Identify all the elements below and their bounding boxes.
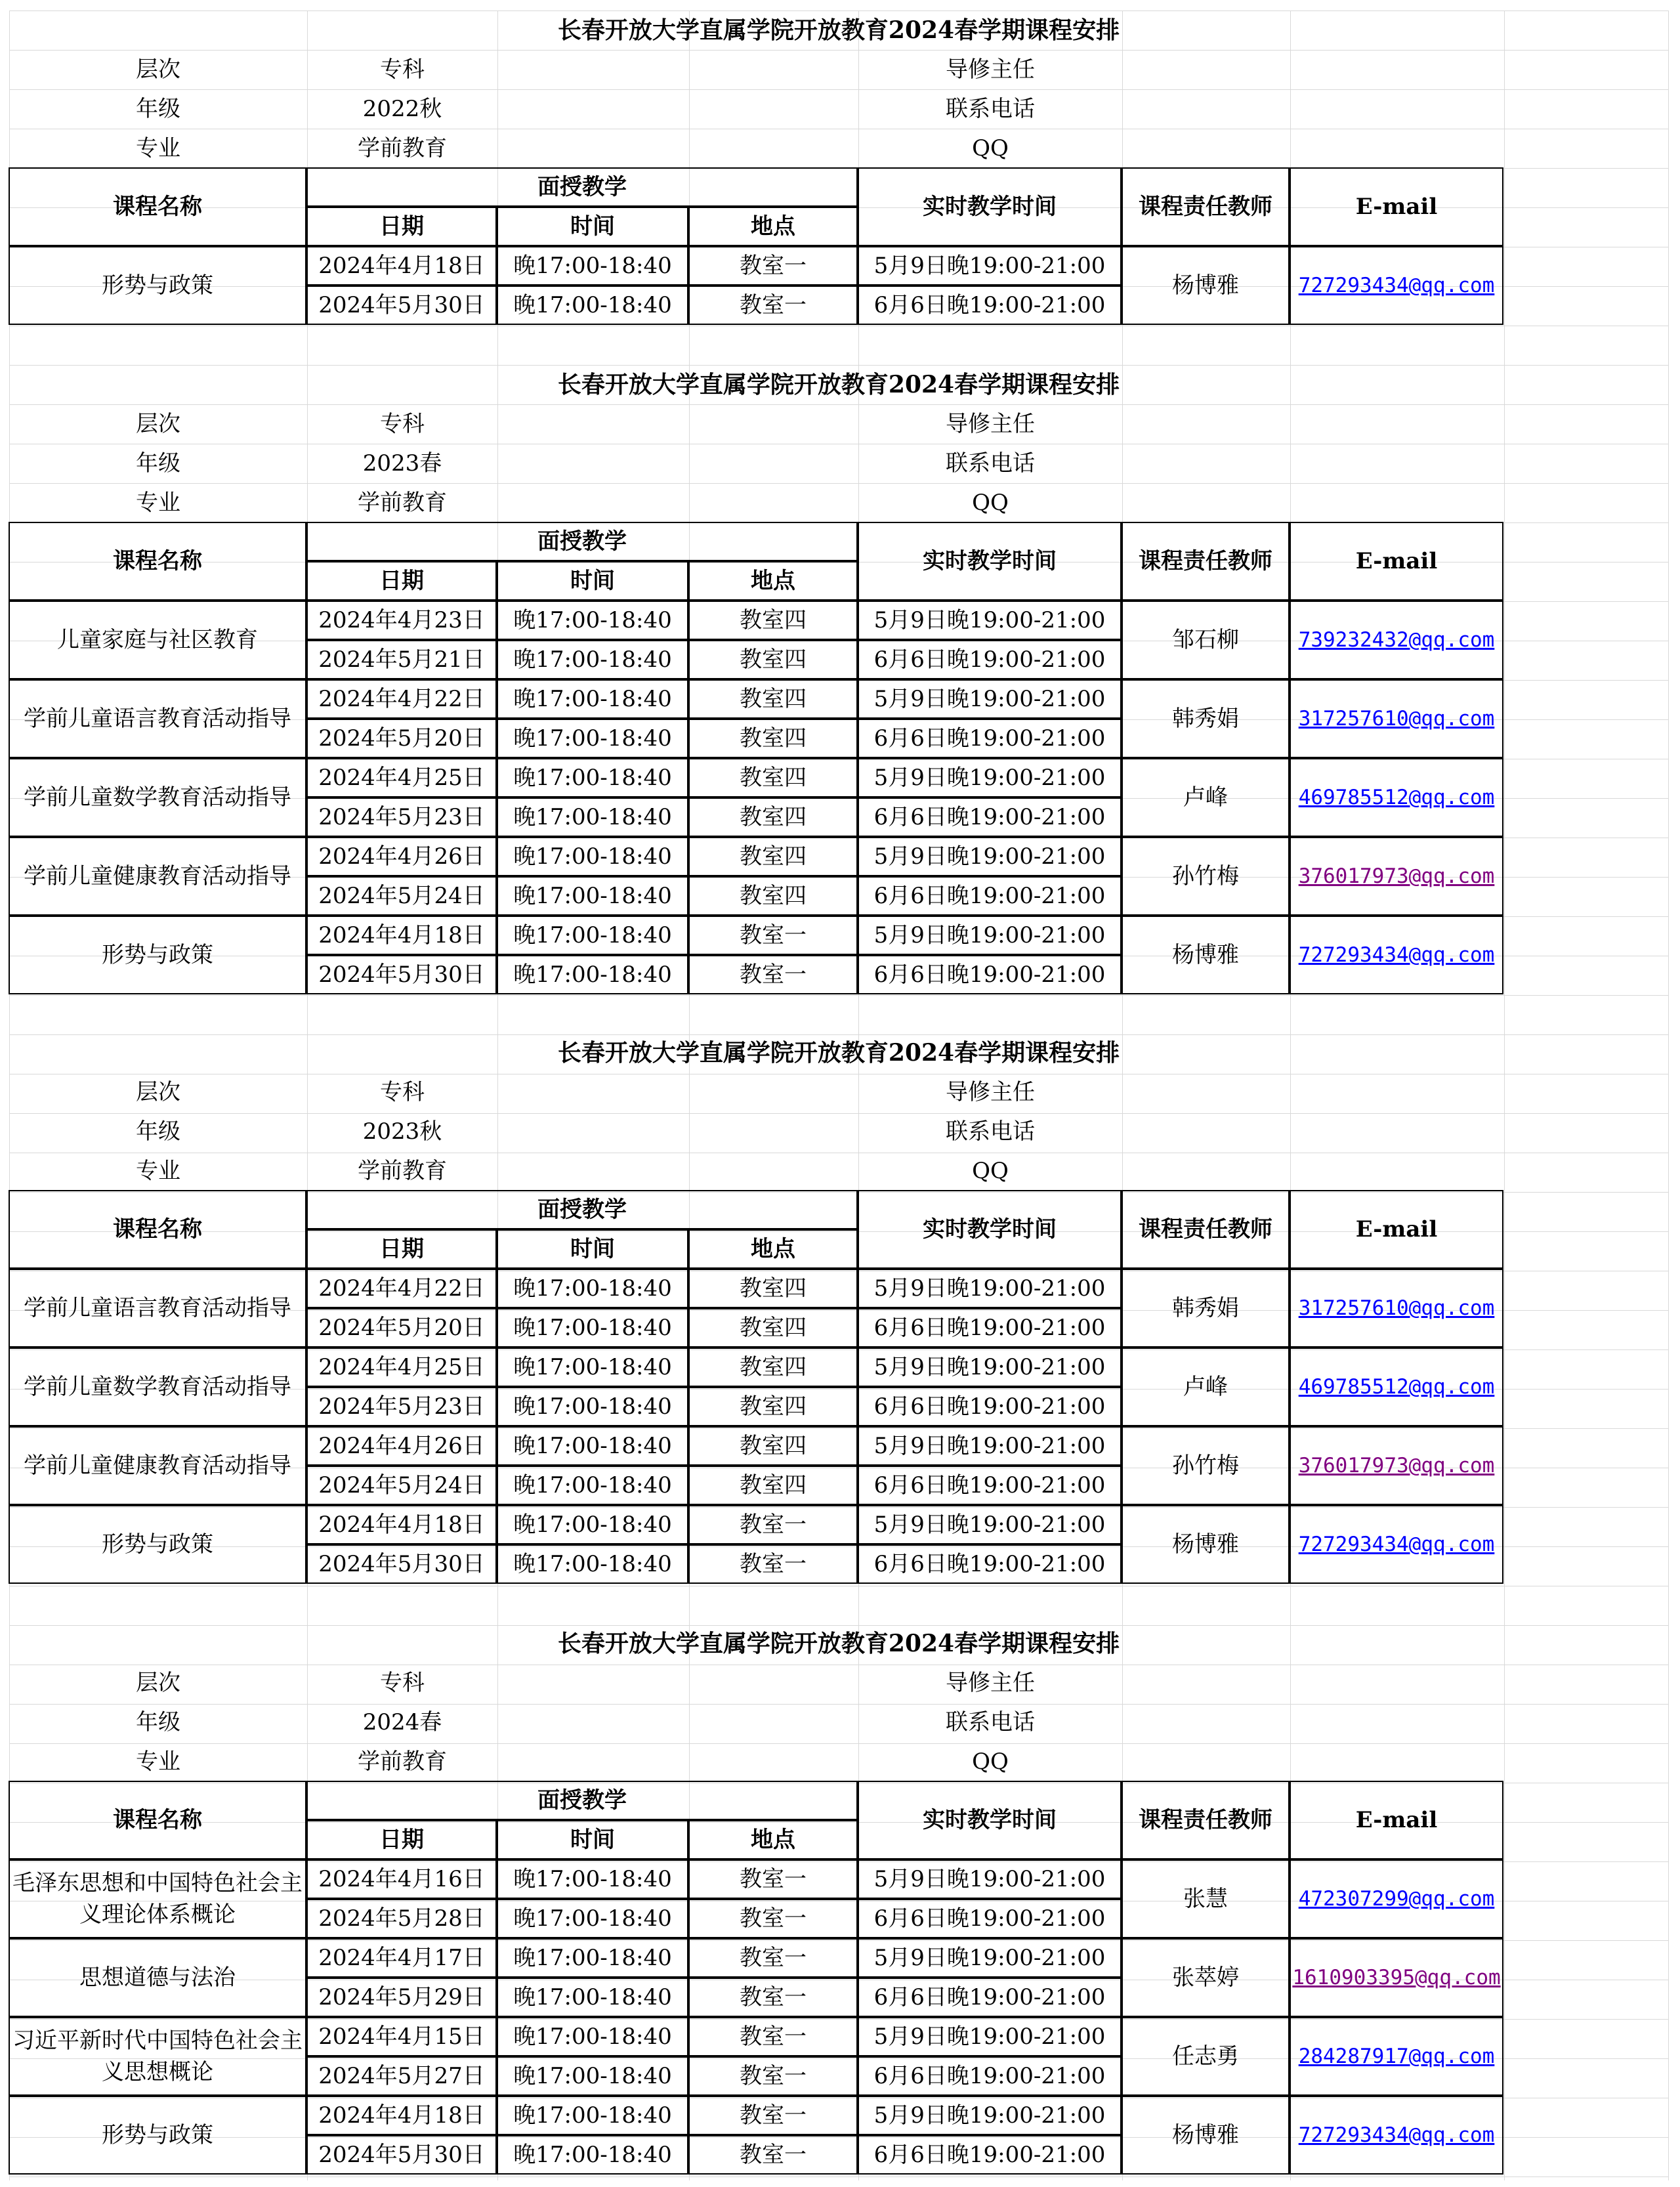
- session-place: 教室一: [688, 2135, 858, 2175]
- session-place: 教室四: [688, 797, 858, 837]
- course-teacher: 杨博雅: [1122, 246, 1290, 325]
- session-place: 教室一: [688, 1899, 858, 1938]
- session-date: 2024年4月22日: [306, 1269, 497, 1308]
- session-realtime: 6月6日晚19:00-21:00: [858, 1308, 1122, 1348]
- gridline: [1668, 11, 1669, 2180]
- info-label-right: 导修主任: [946, 1670, 1035, 1696]
- gridline: [9, 2176, 1668, 2177]
- info-label-right: 联系电话: [946, 450, 1035, 477]
- session-realtime: 5月9日晚19:00-21:00: [858, 1348, 1122, 1387]
- course-teacher: 卢峰: [1122, 758, 1290, 837]
- session-time: 晚17:00-18:40: [497, 2096, 688, 2135]
- session-realtime: 5月9日晚19:00-21:00: [858, 601, 1122, 640]
- session-place: 教室一: [688, 1938, 858, 1978]
- session-realtime: 6月6日晚19:00-21:00: [858, 955, 1122, 994]
- session-date: 2024年4月16日: [306, 1859, 497, 1899]
- header-date: 日期: [306, 207, 497, 246]
- course-name: 学前儿童数学教育活动指导: [9, 1348, 306, 1426]
- course-teacher: 韩秀娟: [1122, 1269, 1290, 1348]
- info-label: 层次: [136, 56, 180, 83]
- info-label: 年级: [136, 1118, 180, 1145]
- session-time: 晚17:00-18:40: [497, 286, 688, 325]
- session-realtime: 5月9日晚19:00-21:00: [858, 1938, 1122, 1978]
- info-value: 2024春: [362, 1709, 442, 1735]
- session-time: 晚17:00-18:40: [497, 876, 688, 916]
- header-time: 时间: [497, 207, 688, 246]
- email-link[interactable]: 376017973@qq.com: [1298, 864, 1495, 888]
- info-label-right: 导修主任: [946, 1079, 1035, 1105]
- session-realtime: 6月6日晚19:00-21:00: [858, 1466, 1122, 1505]
- info-label-right: 联系电话: [946, 1118, 1035, 1145]
- session-time: 晚17:00-18:40: [497, 246, 688, 286]
- session-realtime: 5月9日晚19:00-21:00: [858, 758, 1122, 797]
- info-label-right: QQ: [972, 1158, 1009, 1184]
- session-realtime: 5月9日晚19:00-21:00: [858, 1426, 1122, 1466]
- info-label-right: QQ: [972, 490, 1009, 516]
- session-date: 2024年4月18日: [306, 916, 497, 955]
- course-name: 形势与政策: [9, 2096, 306, 2175]
- course-name: 毛泽东思想和中国特色社会主义理论体系概论: [9, 1859, 306, 1938]
- header-in-person: 面授教学: [306, 167, 858, 207]
- session-realtime: 6月6日晚19:00-21:00: [858, 640, 1122, 679]
- info-label: 专业: [136, 1749, 180, 1775]
- header-date: 日期: [306, 1820, 497, 1859]
- session-date: 2024年5月27日: [306, 2056, 497, 2096]
- course-name: 形势与政策: [9, 246, 306, 325]
- session-date: 2024年5月24日: [306, 876, 497, 916]
- session-time: 晚17:00-18:40: [497, 601, 688, 640]
- info-label-right: 导修主任: [946, 411, 1035, 437]
- session-place: 教室四: [688, 679, 858, 719]
- course-name: 学前儿童健康教育活动指导: [9, 1426, 306, 1505]
- info-label-right: 联系电话: [946, 96, 1035, 122]
- info-label: 年级: [136, 96, 180, 122]
- header-place: 地点: [688, 561, 858, 601]
- email-cell: [1290, 916, 1503, 994]
- session-place: 教室四: [688, 640, 858, 679]
- session-realtime: 6月6日晚19:00-21:00: [858, 1899, 1122, 1938]
- session-date: 2024年5月20日: [306, 1308, 497, 1348]
- info-value: 学前教育: [358, 135, 447, 161]
- session-realtime: 6月6日晚19:00-21:00: [858, 1387, 1122, 1426]
- session-time: 晚17:00-18:40: [497, 1348, 688, 1387]
- email-link[interactable]: 284287917@qq.com: [1298, 2045, 1495, 2068]
- info-label-right: 联系电话: [946, 1709, 1035, 1735]
- email-link[interactable]: 1610903395@qq.com: [1292, 1966, 1501, 1989]
- session-place: 教室一: [688, 1859, 858, 1899]
- course-teacher: 卢峰: [1122, 1348, 1290, 1426]
- header-course: 课程名称: [9, 522, 306, 601]
- session-time: 晚17:00-18:40: [497, 2135, 688, 2175]
- info-value: 2023春: [362, 450, 442, 477]
- email-cell: [1290, 1426, 1503, 1505]
- session-place: 教室四: [688, 758, 858, 797]
- email-link[interactable]: 727293434@qq.com: [1298, 943, 1495, 967]
- session-date: 2024年5月30日: [306, 955, 497, 994]
- course-name: 学前儿童语言教育活动指导: [9, 679, 306, 758]
- session-realtime: 5月9日晚19:00-21:00: [858, 1505, 1122, 1544]
- section-title: 长春开放大学直属学院开放教育2024春学期课程安排: [557, 1630, 1120, 1657]
- email-link[interactable]: 317257610@qq.com: [1298, 707, 1495, 731]
- info-label-right: 导修主任: [946, 56, 1035, 83]
- session-realtime: 5月9日晚19:00-21:00: [858, 2017, 1122, 2056]
- header-teacher: 课程责任教师: [1122, 167, 1290, 246]
- course-name: 儿童家庭与社区教育: [9, 601, 306, 679]
- session-time: 晚17:00-18:40: [497, 1505, 688, 1544]
- course-name: 形势与政策: [9, 916, 306, 994]
- session-date: 2024年5月30日: [306, 2135, 497, 2175]
- session-time: 晚17:00-18:40: [497, 1859, 688, 1899]
- session-date: 2024年4月26日: [306, 837, 497, 876]
- header-realtime: 实时教学时间: [858, 167, 1122, 246]
- session-place: 教室一: [688, 1505, 858, 1544]
- email-link[interactable]: 727293434@qq.com: [1298, 2123, 1495, 2147]
- email-link[interactable]: 469785512@qq.com: [1298, 1375, 1495, 1399]
- email-link[interactable]: 469785512@qq.com: [1298, 786, 1495, 809]
- session-realtime: 6月6日晚19:00-21:00: [858, 719, 1122, 758]
- info-value: 2022秋: [362, 96, 442, 122]
- header-email: E-mail: [1290, 522, 1503, 601]
- section-title: 长春开放大学直属学院开放教育2024春学期课程安排: [557, 1039, 1120, 1067]
- course-name: 学前儿童语言教育活动指导: [9, 1269, 306, 1348]
- email-cell: [1290, 837, 1503, 916]
- session-time: 晚17:00-18:40: [497, 1269, 688, 1308]
- session-date: 2024年5月30日: [306, 286, 497, 325]
- session-realtime: 5月9日晚19:00-21:00: [858, 1859, 1122, 1899]
- session-time: 晚17:00-18:40: [497, 1899, 688, 1938]
- email-cell: [1290, 758, 1503, 837]
- header-course: 课程名称: [9, 1190, 306, 1269]
- email-cell: [1290, 679, 1503, 758]
- session-time: 晚17:00-18:40: [497, 719, 688, 758]
- course-teacher: 张萃婷: [1122, 1938, 1290, 2017]
- header-teacher: 课程责任教师: [1122, 1781, 1290, 1859]
- header-realtime: 实时教学时间: [858, 1781, 1122, 1859]
- session-place: 教室一: [688, 2056, 858, 2096]
- gridline: [1504, 11, 1505, 2180]
- session-time: 晚17:00-18:40: [497, 2017, 688, 2056]
- info-label-right: QQ: [972, 1749, 1009, 1775]
- info-value: 专科: [380, 411, 425, 437]
- info-value: 2023秋: [362, 1118, 442, 1145]
- info-label-right: QQ: [972, 135, 1009, 161]
- session-realtime: 5月9日晚19:00-21:00: [858, 246, 1122, 286]
- header-realtime: 实时教学时间: [858, 1190, 1122, 1269]
- course-teacher: 孙竹梅: [1122, 1426, 1290, 1505]
- session-place: 教室四: [688, 719, 858, 758]
- info-value: 学前教育: [358, 1749, 447, 1775]
- session-place: 教室一: [688, 1544, 858, 1584]
- email-cell: [1290, 601, 1503, 679]
- info-value: 学前教育: [358, 490, 447, 516]
- session-realtime: 5月9日晚19:00-21:00: [858, 1269, 1122, 1308]
- course-name: 习近平新时代中国特色社会主义思想概论: [9, 2017, 306, 2096]
- header-email: E-mail: [1290, 1781, 1503, 1859]
- session-realtime: 5月9日晚19:00-21:00: [858, 2096, 1122, 2135]
- session-place: 教室一: [688, 286, 858, 325]
- info-label: 专业: [136, 135, 180, 161]
- session-time: 晚17:00-18:40: [497, 1387, 688, 1426]
- session-realtime: 5月9日晚19:00-21:00: [858, 679, 1122, 719]
- email-link[interactable]: 472307299@qq.com: [1298, 1887, 1495, 1911]
- session-time: 晚17:00-18:40: [497, 916, 688, 955]
- session-date: 2024年4月17日: [306, 1938, 497, 1978]
- email-link[interactable]: 317257610@qq.com: [1298, 1296, 1495, 1320]
- session-place: 教室一: [688, 1978, 858, 2017]
- session-time: 晚17:00-18:40: [497, 1544, 688, 1584]
- email-cell: [1290, 1269, 1503, 1348]
- session-date: 2024年4月25日: [306, 758, 497, 797]
- session-realtime: 6月6日晚19:00-21:00: [858, 797, 1122, 837]
- header-email: E-mail: [1290, 167, 1503, 246]
- session-time: 晚17:00-18:40: [497, 1426, 688, 1466]
- session-place: 教室四: [688, 837, 858, 876]
- email-cell: [1290, 246, 1503, 325]
- header-teacher: 课程责任教师: [1122, 1190, 1290, 1269]
- session-date: 2024年4月25日: [306, 1348, 497, 1387]
- course-name: 形势与政策: [9, 1505, 306, 1584]
- info-label: 层次: [136, 1670, 180, 1696]
- session-date: 2024年5月23日: [306, 1387, 497, 1426]
- info-label: 专业: [136, 490, 180, 516]
- course-teacher: 邹石柳: [1122, 601, 1290, 679]
- email-cell: [1290, 1938, 1503, 2017]
- session-realtime: 5月9日晚19:00-21:00: [858, 837, 1122, 876]
- session-time: 晚17:00-18:40: [497, 2056, 688, 2096]
- session-date: 2024年4月18日: [306, 1505, 497, 1544]
- session-place: 教室四: [688, 1466, 858, 1505]
- session-realtime: 6月6日晚19:00-21:00: [858, 2135, 1122, 2175]
- email-cell: [1290, 2096, 1503, 2175]
- session-time: 晚17:00-18:40: [497, 758, 688, 797]
- info-value: 专科: [380, 56, 425, 83]
- session-realtime: 5月9日晚19:00-21:00: [858, 916, 1122, 955]
- course-teacher: 韩秀娟: [1122, 679, 1290, 758]
- header-time: 时间: [497, 1229, 688, 1269]
- course-teacher: 孙竹梅: [1122, 837, 1290, 916]
- session-date: 2024年5月29日: [306, 1978, 497, 2017]
- session-time: 晚17:00-18:40: [497, 1978, 688, 2017]
- course-teacher: 杨博雅: [1122, 916, 1290, 994]
- course-name: 学前儿童数学教育活动指导: [9, 758, 306, 837]
- session-realtime: 6月6日晚19:00-21:00: [858, 1544, 1122, 1584]
- session-date: 2024年4月22日: [306, 679, 497, 719]
- info-label: 层次: [136, 1079, 180, 1105]
- session-date: 2024年4月23日: [306, 601, 497, 640]
- session-date: 2024年5月30日: [306, 1544, 497, 1584]
- header-teacher: 课程责任教师: [1122, 522, 1290, 601]
- course-teacher: 任志勇: [1122, 2017, 1290, 2096]
- header-in-person: 面授教学: [306, 1781, 858, 1820]
- header-time: 时间: [497, 561, 688, 601]
- course-name: 思想道德与法治: [9, 1938, 306, 2017]
- header-in-person: 面授教学: [306, 1190, 858, 1229]
- session-place: 教室一: [688, 2096, 858, 2135]
- header-email: E-mail: [1290, 1190, 1503, 1269]
- email-cell: [1290, 1859, 1503, 1938]
- info-value: 专科: [380, 1079, 425, 1105]
- header-time: 时间: [497, 1820, 688, 1859]
- session-date: 2024年4月18日: [306, 246, 497, 286]
- session-place: 教室四: [688, 1387, 858, 1426]
- session-date: 2024年4月18日: [306, 2096, 497, 2135]
- email-link[interactable]: 727293434@qq.com: [1298, 1533, 1495, 1556]
- session-realtime: 6月6日晚19:00-21:00: [858, 876, 1122, 916]
- session-place: 教室一: [688, 246, 858, 286]
- header-course: 课程名称: [9, 167, 306, 246]
- course-teacher: 杨博雅: [1122, 2096, 1290, 2175]
- session-time: 晚17:00-18:40: [497, 955, 688, 994]
- session-place: 教室一: [688, 955, 858, 994]
- session-date: 2024年5月20日: [306, 719, 497, 758]
- session-time: 晚17:00-18:40: [497, 1466, 688, 1505]
- session-time: 晚17:00-18:40: [497, 1308, 688, 1348]
- gridline: [9, 995, 1668, 996]
- session-place: 教室四: [688, 1269, 858, 1308]
- session-time: 晚17:00-18:40: [497, 1938, 688, 1978]
- header-in-person: 面授教学: [306, 522, 858, 561]
- session-date: 2024年4月15日: [306, 2017, 497, 2056]
- course-teacher: 杨博雅: [1122, 1505, 1290, 1584]
- session-date: 2024年5月21日: [306, 640, 497, 679]
- info-label: 年级: [136, 1709, 180, 1735]
- session-place: 教室四: [688, 601, 858, 640]
- header-date: 日期: [306, 1229, 497, 1269]
- header-place: 地点: [688, 1820, 858, 1859]
- session-date: 2024年5月24日: [306, 1466, 497, 1505]
- session-date: 2024年5月28日: [306, 1899, 497, 1938]
- header-date: 日期: [306, 561, 497, 601]
- email-cell: [1290, 1505, 1503, 1584]
- header-place: 地点: [688, 207, 858, 246]
- header-realtime: 实时教学时间: [858, 522, 1122, 601]
- session-date: 2024年5月23日: [306, 797, 497, 837]
- info-label: 层次: [136, 411, 180, 437]
- session-place: 教室四: [688, 1308, 858, 1348]
- session-realtime: 6月6日晚19:00-21:00: [858, 1978, 1122, 2017]
- info-value: 学前教育: [358, 1158, 447, 1184]
- info-label: 专业: [136, 1158, 180, 1184]
- email-cell: [1290, 2017, 1503, 2096]
- section-title: 长春开放大学直属学院开放教育2024春学期课程安排: [557, 371, 1120, 398]
- email-link[interactable]: 376017973@qq.com: [1298, 1454, 1495, 1477]
- email-link[interactable]: 727293434@qq.com: [1298, 274, 1495, 297]
- session-place: 教室四: [688, 1348, 858, 1387]
- session-time: 晚17:00-18:40: [497, 797, 688, 837]
- session-time: 晚17:00-18:40: [497, 640, 688, 679]
- header-place: 地点: [688, 1229, 858, 1269]
- email-cell: [1290, 1348, 1503, 1426]
- session-time: 晚17:00-18:40: [497, 837, 688, 876]
- session-place: 教室四: [688, 1426, 858, 1466]
- session-place: 教室四: [688, 876, 858, 916]
- session-realtime: 6月6日晚19:00-21:00: [858, 2056, 1122, 2096]
- session-time: 晚17:00-18:40: [497, 679, 688, 719]
- section-title: 长春开放大学直属学院开放教育2024春学期课程安排: [557, 16, 1120, 44]
- email-link[interactable]: 739232432@qq.com: [1298, 628, 1495, 652]
- header-course: 课程名称: [9, 1781, 306, 1859]
- session-date: 2024年4月26日: [306, 1426, 497, 1466]
- info-value: 专科: [380, 1670, 425, 1696]
- session-place: 教室一: [688, 2017, 858, 2056]
- course-teacher: 张慧: [1122, 1859, 1290, 1938]
- session-realtime: 6月6日晚19:00-21:00: [858, 286, 1122, 325]
- info-label: 年级: [136, 450, 180, 477]
- course-name: 学前儿童健康教育活动指导: [9, 837, 306, 916]
- session-place: 教室一: [688, 916, 858, 955]
